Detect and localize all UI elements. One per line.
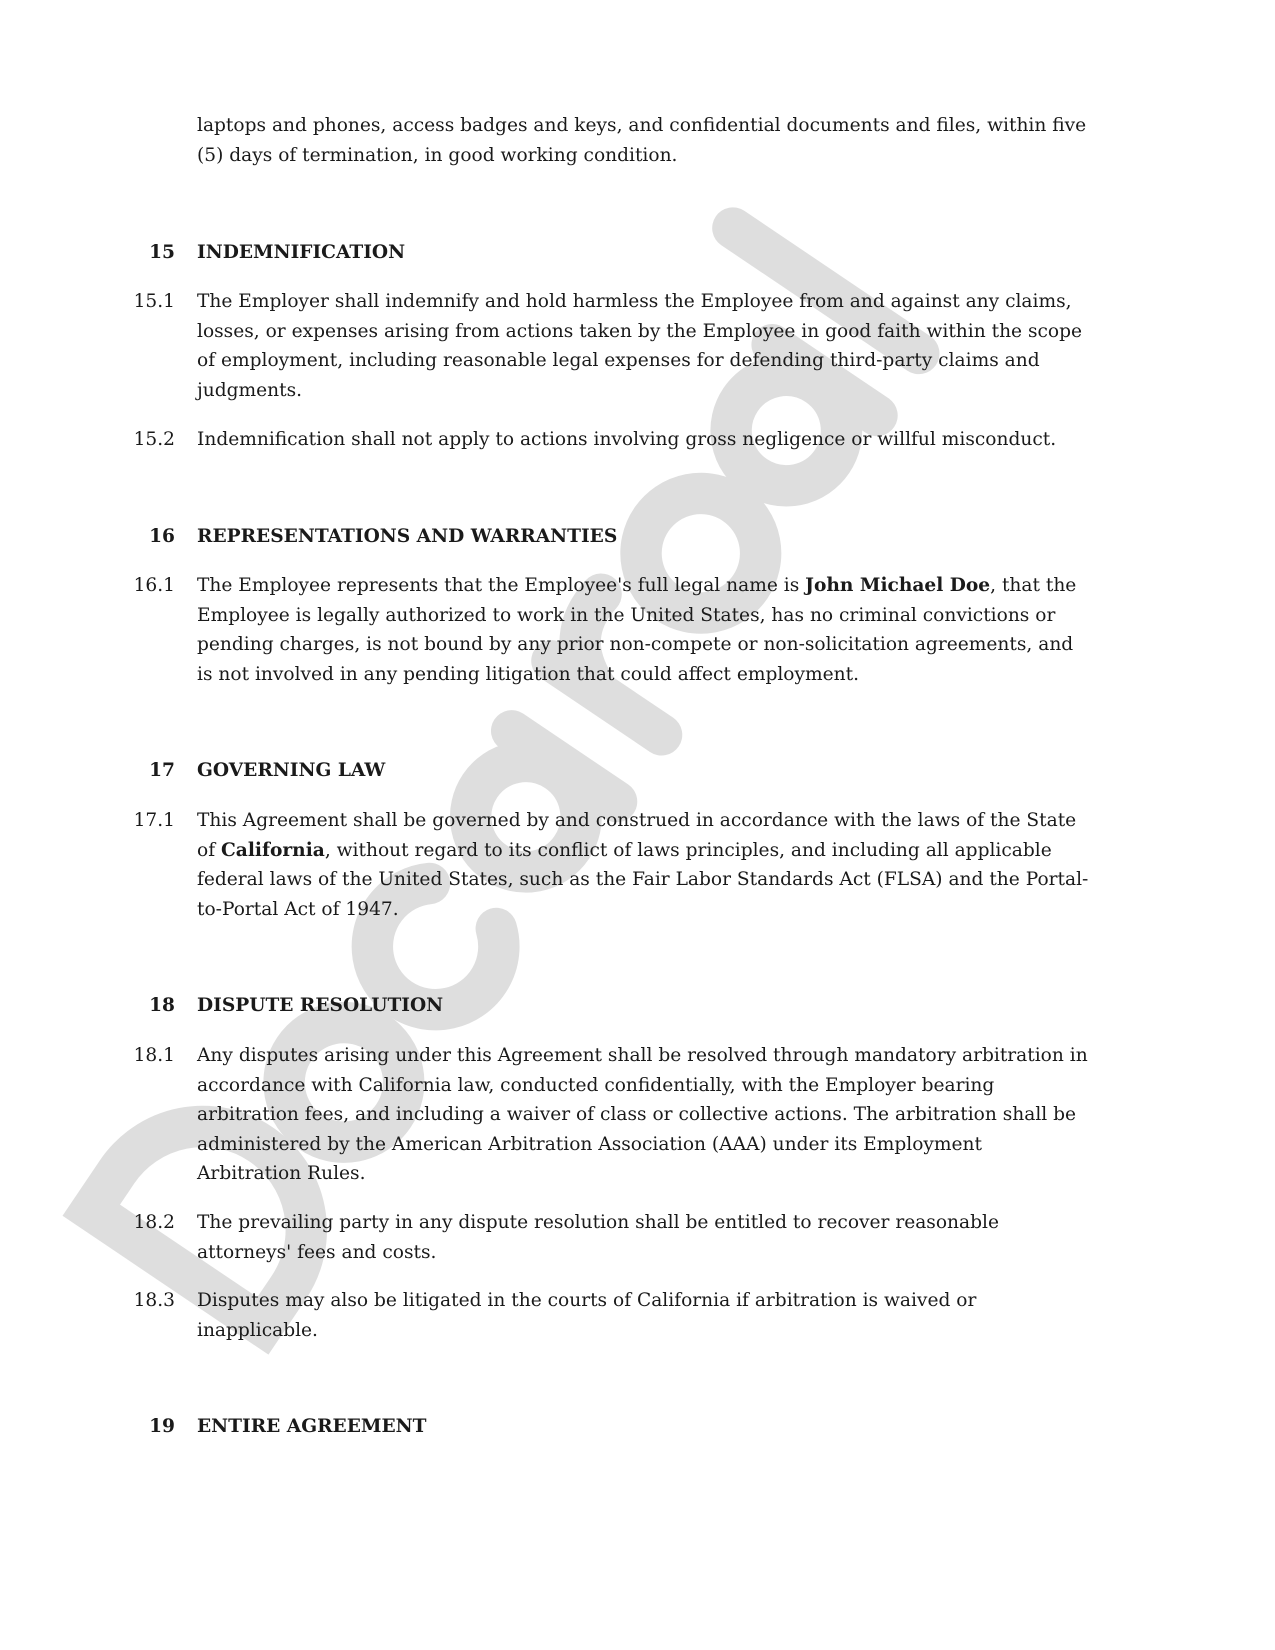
clause-number: 15.2 — [133, 429, 175, 450]
text-line: Disputes may also be litigated in the courts of California if arbitration is waived or — [197, 1290, 977, 1311]
clause-number: 18.2 — [133, 1212, 175, 1233]
text-line: is not involved in any pending litigation that could affect employment. — [197, 663, 859, 685]
section-title: INDEMNIFICATION — [197, 242, 406, 263]
text-line: The prevailing party in any dispute resolution shall be entitled to recover reasonable — [197, 1212, 999, 1233]
text-line: Any disputes arising under this Agreement shall be resolved through mandatory arbitration in — [197, 1045, 1088, 1066]
text-line: The Employer shall indemnify and hold harmless the Employee from and against any claims, — [197, 291, 1072, 312]
section-title: DISPUTE RESOLUTION — [197, 995, 444, 1016]
text-line — [197, 571, 1097, 601]
text-run: The Employee represents that the Employee's full legal name is — [197, 575, 806, 596]
text-line: pending charges, is not bound by any prior non-compete or non-solicitation agreements, and — [197, 634, 1074, 655]
text-line: (5) days of termination, in good working condition. — [197, 144, 678, 166]
text-line: attorneys' fees and costs. — [197, 1241, 437, 1263]
text-line: inapplicable. — [197, 1319, 318, 1341]
state-name: California — [221, 839, 325, 861]
text-line — [197, 836, 1097, 866]
text-line: accordance with California law, conducted confidentially, with the Employer bearing — [197, 1074, 995, 1096]
text-line: to-Portal Act of 1947. — [197, 898, 399, 920]
employee-name: John Michael Doe — [805, 575, 991, 596]
section-title: REPRESENTATIONS AND WARRANTIES — [197, 526, 618, 547]
text-line: Indemnification shall not apply to actions involving gross negligence or willful misconduct. — [197, 429, 1057, 450]
section-number: 16 — [149, 526, 175, 547]
clause-number: 18.1 — [133, 1045, 175, 1066]
text-line: federal laws of the United States, such as the Fair Labor Standards Act (FLSA) and the Portal- — [197, 869, 1089, 890]
text-line: of employment, including reasonable legal expenses for defending third-party claims and — [197, 350, 1040, 371]
section-title: ENTIRE AGREEMENT — [197, 1416, 427, 1437]
text-line: Employee is legally authorized to work in the United States, has no criminal convictions or — [197, 604, 1056, 626]
section-number: 18 — [149, 995, 175, 1016]
section-number: 19 — [149, 1416, 175, 1437]
section-number: 17 — [149, 760, 175, 781]
text-line: arbitration fees, and including a waiver of class or collective actions. The arbitration shall be — [197, 1104, 1077, 1125]
text-run: , that the — [990, 575, 1077, 596]
text-line: losses, or expenses arising from actions taken by the Employee in good faith within the scope — [197, 320, 1083, 342]
text-line: This Agreement shall be governed by and construed in accordance with the laws of the State — [197, 810, 1077, 831]
text-line: administered by the American Arbitration Association (AAA) under its Employment — [197, 1133, 982, 1155]
text-line: laptops and phones, access badges and keys, and confidential documents and files, within five — [197, 115, 1087, 136]
clause-number: 17.1 — [133, 810, 175, 831]
section-title: GOVERNING LAW — [197, 760, 386, 781]
section-number: 15 — [149, 242, 175, 263]
text-run: , without regard to its conflict of laws principles, and including all applicable — [324, 839, 1052, 861]
text-line: judgments. — [197, 379, 303, 401]
clause-number: 18.3 — [133, 1290, 175, 1311]
text-run: of — [197, 839, 221, 861]
clause-number: 15.1 — [133, 291, 175, 312]
clause-number: 16.1 — [133, 575, 175, 596]
text-line: Arbitration Rules. — [197, 1163, 366, 1184]
